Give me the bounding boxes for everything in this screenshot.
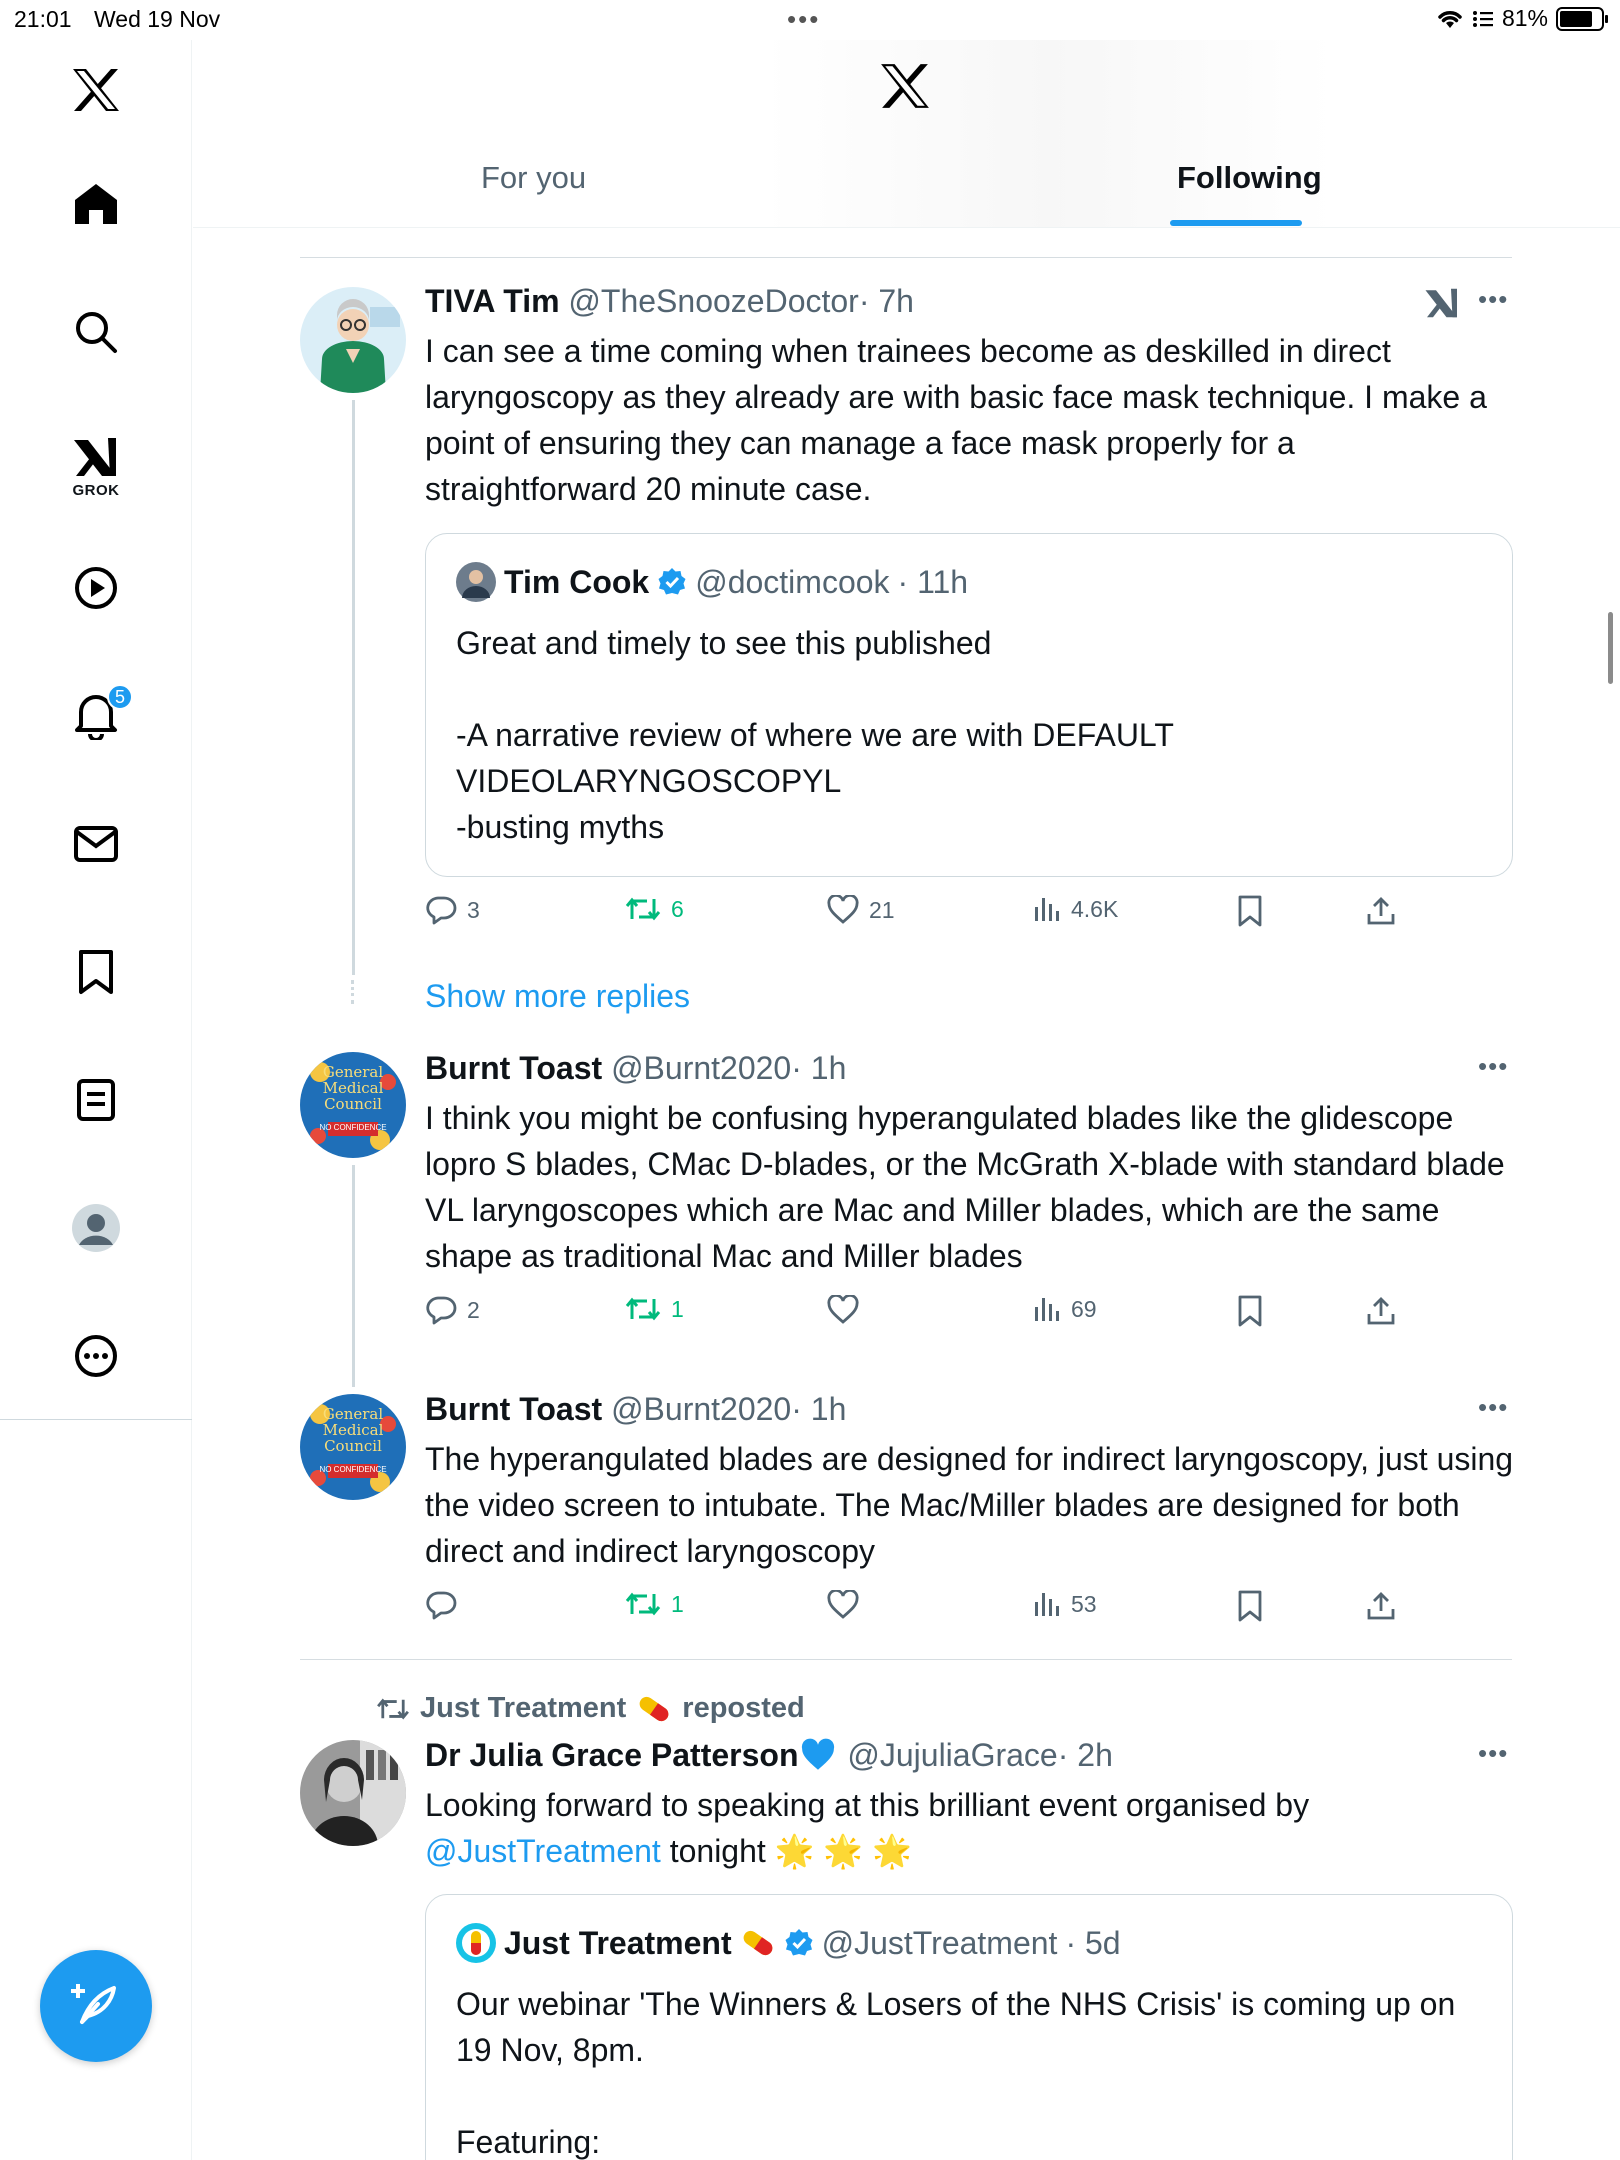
share-button[interactable] (1365, 1295, 1397, 1327)
status-indicators (1436, 5, 1604, 32)
quote-author-handle[interactable]: @doctimcook (695, 563, 890, 600)
heart-icon (827, 1590, 859, 1620)
post-header (425, 1737, 1113, 1774)
quote-header (456, 562, 968, 602)
repost-count: 1 (671, 1590, 684, 1617)
bookmark-button[interactable] (1237, 1590, 1263, 1622)
status-time: 21:01 (14, 6, 72, 32)
show-more-replies-link[interactable]: Show more replies (425, 978, 690, 1014)
more-options-icon[interactable]: ••• (1478, 1051, 1509, 1081)
quote-header (456, 1923, 1121, 1963)
reply-icon (425, 895, 457, 925)
repost-count: 6 (671, 895, 684, 922)
verified-badge-icon (784, 1928, 814, 1958)
messages-icon[interactable] (0, 804, 192, 884)
mention-link[interactable]: @JustTreatment (425, 1833, 661, 1869)
thread-line (352, 1165, 355, 1387)
grok-icon[interactable] (0, 422, 192, 512)
search-icon[interactable] (0, 292, 192, 372)
timeline-header (193, 40, 1620, 228)
post-time[interactable]: · 2h (1057, 1737, 1113, 1773)
post-divider (300, 1659, 1512, 1660)
compose-button[interactable] (40, 1950, 152, 2062)
reposter-name[interactable]: Just Treatment (420, 1692, 627, 1724)
avatar-text: General (322, 1063, 384, 1081)
wifi-icon (1436, 8, 1464, 30)
reply-icon (425, 1590, 457, 1620)
share-icon (1365, 1295, 1397, 1327)
post-text: I think you might be confusing hyperangulated blades like the glidescope lopro S blades, CMac D-blades, or the McGrath X-blade with standard blade VL laryngoscopes which are Mac and Miller blades, which are the same shape as traditional Mac and Miller blades (425, 1100, 1505, 1274)
bookmark-icon (1237, 1590, 1263, 1622)
avatar-text: Council (324, 1095, 382, 1113)
like-count: 21 (869, 896, 895, 923)
profile-icon[interactable] (0, 1188, 192, 1268)
sidebar-divider (0, 1419, 192, 1420)
post-time[interactable]: · 1h (791, 1050, 847, 1086)
quote-author-name[interactable]: Tim Cook (504, 563, 650, 600)
avatar-text: Council (324, 1437, 382, 1455)
post-actions (425, 1590, 1425, 1630)
quote-text: Great and timely to see this published -A narrative review of where we are with DEFAULT VIDEOLARYNGOSCOPYL -busting myths (456, 625, 1174, 845)
status-date: Wed 19 Nov (94, 6, 221, 32)
post-actions (425, 1295, 1425, 1335)
status-bar (0, 0, 1620, 40)
header-x-logo-icon[interactable] (879, 62, 931, 115)
views-button[interactable] (1033, 1590, 1097, 1618)
bookmark-icon (1237, 895, 1263, 927)
bookmark-button[interactable] (1237, 1295, 1263, 1327)
author-handle[interactable]: @Burnt2020 (611, 1391, 792, 1427)
sidebar (0, 40, 192, 2160)
analytics-icon (1033, 1295, 1061, 1323)
avatar-text: NO CONFIDENCE (319, 1465, 387, 1474)
repost-icon (625, 1590, 661, 1618)
views-count: 53 (1071, 1590, 1097, 1617)
quote-author-handle[interactable]: @JustTreatment (821, 1924, 1058, 1961)
post-text: The hyperangulated blades are designed for indirect laryngoscopy, just using the video screen to intubate. The Mac/Miller blades are designed for both direct and indirect laryngoscopy (425, 1441, 1514, 1569)
quote-avatar[interactable] (456, 1923, 496, 1963)
grok-icon[interactable] (1424, 286, 1460, 320)
pill-icon (740, 1928, 776, 1958)
repost-count: 1 (671, 1295, 684, 1322)
more-icon[interactable] (0, 1316, 192, 1396)
views-button[interactable] (1033, 1295, 1097, 1323)
post-actions (425, 895, 1425, 935)
battery-percent: 81% (1501, 5, 1548, 31)
like-button[interactable] (827, 1590, 869, 1620)
blue-heart-icon (798, 1738, 838, 1772)
author-handle[interactable]: @TheSnoozeDoctor (568, 283, 859, 319)
pill-icon (636, 1694, 672, 1724)
post-time[interactable]: · 1h (791, 1391, 847, 1427)
quoted-post[interactable] (425, 533, 1513, 877)
avatar-text: NO CONFIDENCE (319, 1123, 387, 1132)
heart-icon (827, 895, 859, 925)
post-text (425, 1782, 1515, 1874)
quote-time[interactable]: · 11h (897, 563, 969, 600)
thread-line (352, 400, 355, 975)
post-header (425, 1391, 846, 1428)
more-options-icon[interactable]: ••• (1478, 284, 1509, 314)
more-options-icon[interactable]: ••• (1478, 1738, 1509, 1768)
compose-icon (68, 1978, 124, 2034)
author-handle[interactable]: @JujuliaGrace (847, 1737, 1058, 1773)
like-button[interactable] (827, 1295, 869, 1325)
author-name[interactable]: Burnt Toast (425, 1391, 603, 1427)
repost-button[interactable] (625, 895, 684, 923)
repost-label: reposted (682, 1692, 805, 1724)
quoted-post[interactable] (425, 1894, 1513, 2160)
repost-button[interactable] (625, 1295, 684, 1323)
thread-gap-dots (351, 980, 355, 1004)
x-logo-icon[interactable] (0, 50, 192, 130)
glowing-star-icon: 🌟 🌟 🌟 (774, 1833, 912, 1869)
battery-fill (1560, 11, 1592, 27)
focus-list-icon (1472, 9, 1494, 29)
video-icon[interactable] (0, 548, 192, 628)
repost-icon (625, 1295, 661, 1323)
avatar-text: Medical (322, 1079, 384, 1097)
quote-avatar[interactable] (456, 562, 496, 602)
post-header (425, 283, 914, 320)
scrollbar[interactable] (1608, 612, 1613, 684)
share-icon (1365, 895, 1397, 927)
analytics-icon (1033, 1590, 1061, 1618)
lists-icon[interactable] (0, 1060, 192, 1140)
views-count: 69 (1071, 1295, 1097, 1322)
reply-button[interactable] (425, 895, 480, 925)
home-icon[interactable] (0, 164, 192, 244)
views-button[interactable] (1033, 895, 1118, 923)
verified-badge-icon (657, 567, 687, 597)
quote-time[interactable]: · 5d (1065, 1924, 1121, 1961)
grok-label: GROK (72, 481, 120, 499)
views-count: 4.6K (1071, 895, 1119, 922)
post-text: I can see a time coming when trainees become as deskilled in direct laryngoscopy as they already are with basic face mask technique. I make a point of ensuring they can manage a face mask properly for a straightforward 20 minute case. (425, 333, 1487, 507)
reply-icon (425, 1295, 457, 1325)
repost-icon (625, 895, 661, 923)
quote-text: Our webinar 'The Winners & Losers of the NHS Crisis' is coming up on 19 Nov, 8pm. Featuring: (456, 1986, 1456, 2160)
avatar[interactable] (300, 1740, 406, 1846)
battery-icon (1556, 7, 1604, 31)
avatar[interactable] (300, 287, 406, 393)
reply-button[interactable] (425, 1590, 467, 1620)
author-name[interactable]: Burnt Toast (425, 1050, 603, 1086)
avatar-text: Medical (322, 1421, 384, 1439)
tab-for-you[interactable]: For you (481, 160, 587, 195)
share-button[interactable] (1365, 895, 1397, 927)
notifications-badge: 5 (107, 684, 133, 710)
post-time[interactable]: · 7h (858, 283, 914, 319)
avatar-text: General (322, 1405, 384, 1423)
heart-icon (827, 1295, 859, 1325)
repost-icon (376, 1696, 410, 1722)
repost-context[interactable] (376, 1692, 805, 1725)
avatar[interactable] (300, 1394, 406, 1500)
multitask-dots[interactable]: ••• (787, 4, 821, 34)
bookmark-button[interactable] (1237, 895, 1263, 927)
post-text-start: Looking forward to speaking at this brilliant event organised by (425, 1787, 1310, 1823)
bookmark-icon (1237, 1295, 1263, 1327)
share-icon (1365, 1590, 1397, 1622)
avatar[interactable] (300, 1052, 406, 1158)
repost-button[interactable] (625, 1590, 684, 1618)
author-name[interactable]: TIVA Tim (425, 283, 560, 319)
active-tab-indicator (1170, 220, 1302, 226)
tab-following[interactable]: Following (1177, 160, 1322, 195)
notifications-icon[interactable] (0, 676, 192, 756)
author-name[interactable]: Dr Julia Grace Patterson (425, 1737, 799, 1773)
reply-count: 3 (467, 896, 480, 923)
post-text-end: tonight (660, 1833, 775, 1869)
more-options-icon[interactable]: ••• (1478, 1392, 1509, 1422)
post-divider (300, 257, 1512, 258)
analytics-icon (1033, 895, 1061, 923)
post-header (425, 1050, 846, 1087)
author-handle[interactable]: @Burnt2020 (611, 1050, 792, 1086)
reply-count: 2 (467, 1296, 480, 1323)
share-button[interactable] (1365, 1590, 1397, 1622)
quote-author-name[interactable]: Just Treatment (504, 1924, 732, 1961)
reply-button[interactable] (425, 1295, 480, 1325)
bookmarks-icon[interactable] (0, 932, 192, 1012)
like-button[interactable] (827, 895, 895, 925)
